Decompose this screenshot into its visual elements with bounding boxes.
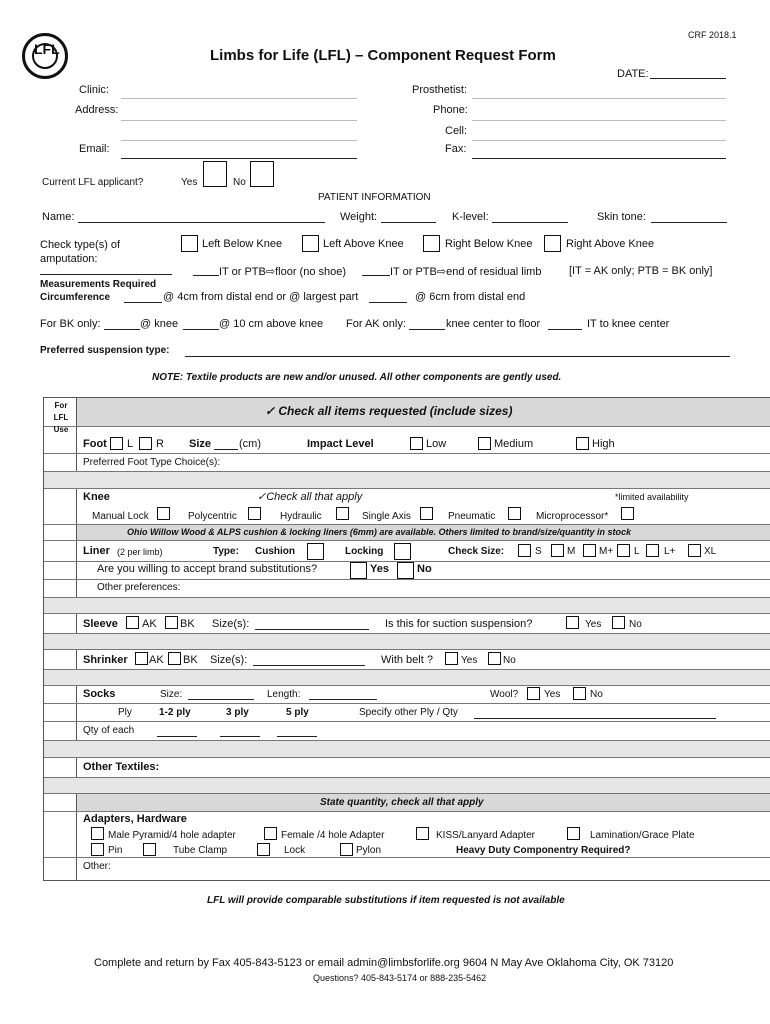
lock-checkbox[interactable] xyxy=(257,843,270,856)
pylon-label: Pylon xyxy=(356,845,382,856)
it-floor-field[interactable] xyxy=(193,275,219,276)
right-below-knee-label: Right Below Knee xyxy=(445,238,533,250)
return-instructions: Complete and return by Fax 405-843-5123 or email admin@limbsforlife.org 9604 N May Ave Oklahoma City, OK 73120 xyxy=(94,957,674,969)
knee-pneumatic-label: Pneumatic xyxy=(448,511,496,522)
belt-no-label: No xyxy=(503,655,516,666)
suction-yes-label: Yes xyxy=(585,619,602,630)
circ-4cm-field[interactable] xyxy=(124,302,162,303)
applicant-yes-label: Yes xyxy=(181,177,198,188)
socks-size-field[interactable] xyxy=(188,699,254,700)
impact-medium-label: Medium xyxy=(494,438,534,450)
shrinker-label: Shrinker xyxy=(83,654,128,666)
amputation-label: Check type(s) of amputation: xyxy=(40,239,121,265)
knee-manual-lock-checkbox[interactable] xyxy=(157,507,170,520)
belt-question: With belt ? xyxy=(381,654,433,666)
page-title: Limbs for Life (LFL) – Component Request Form xyxy=(210,47,556,64)
suspension-label: Preferred suspension type: xyxy=(40,345,170,356)
shrinker-ak-label: AK xyxy=(149,654,164,666)
shrinker-size-label: Size(s): xyxy=(210,654,248,666)
knee-single-axis-label: Single Axis xyxy=(362,511,411,522)
clinic-field[interactable] xyxy=(121,98,357,99)
date-label: DATE: xyxy=(617,68,649,80)
liner-size-xl-checkbox[interactable] xyxy=(688,544,701,557)
spacer-row xyxy=(44,669,770,685)
liner-size-s-label: S xyxy=(535,546,542,557)
address-field-2[interactable] xyxy=(121,140,357,141)
impact-label: Impact Level xyxy=(307,438,374,450)
impact-medium-checkbox[interactable] xyxy=(478,437,491,450)
substitution-footer: LFL will provide comparable substitutions if item requested is not available xyxy=(207,895,565,906)
tube-clamp-label: Tube Clamp xyxy=(173,845,228,856)
adapters-label: Adapters, Hardware xyxy=(83,813,187,825)
prosthetist-field[interactable] xyxy=(472,98,726,99)
knee-polycentric-label: Polycentric xyxy=(188,511,237,522)
socks-size-label: Size: xyxy=(160,689,183,700)
qty-1-2-field[interactable] xyxy=(157,736,197,737)
right-above-knee-checkbox[interactable] xyxy=(544,235,561,252)
kiss-lanyard-label: KISS/Lanyard Adapter xyxy=(436,830,535,841)
it-end-field[interactable] xyxy=(362,275,390,276)
ak-only-label: For AK only: xyxy=(346,318,406,330)
spacer-row xyxy=(44,633,770,649)
fax-label: Fax: xyxy=(445,143,467,155)
shrinker-bk-label: BK xyxy=(183,654,198,666)
wool-label: Wool? xyxy=(490,689,519,700)
liner-size-l-checkbox[interactable] xyxy=(617,544,630,557)
circ-4cm-label: @ 4cm from distal end or @ largest part xyxy=(163,291,359,303)
date-field[interactable] xyxy=(650,78,726,79)
lamination-label: Lamination/Grace Plate xyxy=(590,830,695,841)
ohio-note: Ohio Willow Wood & ALPS cushion & locking liners (6mm) are available. Others limited to brand/size/quantity in stock xyxy=(127,527,631,537)
form-code: CRF 2018.1 xyxy=(688,30,737,40)
other-textiles-label: Other Textiles: xyxy=(83,761,160,773)
qty-5-field[interactable] xyxy=(277,736,317,737)
sleeve-label: Sleeve xyxy=(83,618,118,630)
left-above-knee-label: Left Above Knee xyxy=(323,238,404,250)
applicant-no-label: No xyxy=(233,177,246,188)
lfl-use-label: For LFL Use xyxy=(53,401,69,434)
liner-locking-label: Locking xyxy=(345,546,384,557)
circ-6cm-field[interactable] xyxy=(369,302,407,303)
lfl-logo: LFL xyxy=(22,33,68,79)
liner-locking-checkbox[interactable] xyxy=(394,543,411,560)
specify-ply-label: Specify other Ply / Qty xyxy=(359,707,458,718)
bk-10cm-label: @ 10 cm above knee xyxy=(219,318,324,330)
table-header: ✓ Check all items requested (include sizes) xyxy=(265,404,513,418)
liner-size-l-label: L xyxy=(634,546,640,557)
impact-low-checkbox[interactable] xyxy=(410,437,423,450)
klevel-label: K-level: xyxy=(452,211,489,223)
measurements-heading: Measurements Required xyxy=(40,279,157,290)
it-note: [IT = AK only; PTB = BK only] xyxy=(569,265,713,277)
email-field[interactable] xyxy=(121,158,357,159)
foot-size-label: Size xyxy=(189,438,212,450)
liner-size-xl-label: XL xyxy=(704,546,717,557)
knee-hydraulic-label: Hydraulic xyxy=(280,511,322,522)
knee-pneumatic-checkbox[interactable] xyxy=(508,507,521,520)
address-label: Address: xyxy=(75,104,119,116)
socks-length-label: Length: xyxy=(267,689,301,700)
skin-tone-label: Skin tone: xyxy=(597,211,646,223)
note-text: NOTE: Textile products are new and/or unused. All other components are gently used. xyxy=(152,372,562,383)
pin-checkbox[interactable] xyxy=(91,843,104,856)
pylon-checkbox[interactable] xyxy=(340,843,353,856)
specify-ply-field[interactable] xyxy=(474,718,716,719)
spacer-row xyxy=(44,777,770,793)
patient-info-heading: PATIENT INFORMATION xyxy=(318,192,431,203)
left-below-knee-label: Left Below Knee xyxy=(202,238,283,250)
knee-polycentric-checkbox[interactable] xyxy=(248,507,261,520)
ak-it-label: IT to knee center xyxy=(587,318,670,330)
liner-per-limb: (2 per limb) xyxy=(117,547,163,557)
ply-label: Ply xyxy=(118,707,132,718)
ak-floor-label: knee center to floor xyxy=(446,318,541,330)
weight-label: Weight: xyxy=(340,211,378,223)
knee-manual-lock-label: Manual Lock xyxy=(92,511,149,522)
amputation-field[interactable] xyxy=(40,274,172,275)
questions-contact: Questions? 405-843-5174 or 888-235-5462 xyxy=(313,973,487,983)
bk-knee-label: @ knee xyxy=(140,318,179,330)
liner-label: Liner xyxy=(83,545,110,557)
impact-high-checkbox[interactable] xyxy=(576,437,589,450)
it-floor-label: IT or PTB⇨floor (no shoe) xyxy=(219,266,347,278)
spacer-row xyxy=(44,597,770,613)
knee-label: Knee xyxy=(83,491,110,503)
weight-field[interactable] xyxy=(381,222,436,223)
knee-limited: *limited availability xyxy=(615,492,689,502)
fax-field[interactable] xyxy=(472,158,726,159)
liner-size-mplus-label: M+ xyxy=(599,546,614,557)
applicant-label: Current LFL applicant? xyxy=(42,177,144,188)
phone-label: Phone: xyxy=(433,104,468,116)
klevel-field[interactable] xyxy=(492,222,568,223)
impact-high-label: High xyxy=(592,438,615,450)
liner-size-m-label: M xyxy=(567,546,576,557)
foot-l-checkbox[interactable] xyxy=(110,437,123,450)
suction-no-checkbox[interactable] xyxy=(612,616,625,629)
left-above-knee-checkbox[interactable] xyxy=(302,235,319,252)
foot-r-checkbox[interactable] xyxy=(139,437,152,450)
liner-size-lplus-checkbox[interactable] xyxy=(646,544,659,557)
skin-tone-field[interactable] xyxy=(651,222,727,223)
ply-3: 3 ply xyxy=(226,707,249,718)
applicant-no-checkbox[interactable] xyxy=(250,161,274,187)
foot-r-label: R xyxy=(156,438,164,450)
qty-3-field[interactable] xyxy=(220,736,260,737)
state-qty-label: State quantity, check all that apply xyxy=(320,797,484,808)
belt-no-checkbox[interactable] xyxy=(488,652,501,665)
lock-label: Lock xyxy=(284,845,306,856)
male-pyramid-label: Male Pyramid/4 hole adapter xyxy=(108,830,236,841)
knee-microprocessor-label: Microprocessor* xyxy=(536,511,609,522)
other-label: Other: xyxy=(83,861,111,872)
female-adapter-checkbox[interactable] xyxy=(264,827,277,840)
email-label: Email: xyxy=(79,143,110,155)
impact-low-label: Low xyxy=(426,438,447,450)
foot-size-field[interactable] xyxy=(214,449,238,450)
suction-question: Is this for suction suspension? xyxy=(385,618,533,630)
cell-label: Cell: xyxy=(445,125,468,137)
liner-cushion-label: Cushion xyxy=(255,546,295,557)
liner-type-label: Type: xyxy=(213,546,239,557)
knee-single-axis-checkbox[interactable] xyxy=(420,507,433,520)
ak-it-field[interactable] xyxy=(548,329,582,330)
suction-yes-checkbox[interactable] xyxy=(566,616,579,629)
substitution-yes-checkbox[interactable] xyxy=(350,562,367,579)
right-below-knee-checkbox[interactable] xyxy=(423,235,440,252)
spacer-row xyxy=(44,740,770,757)
circumference-label: Circumference xyxy=(40,292,111,303)
applicant-yes-checkbox[interactable] xyxy=(203,161,227,187)
shrinker-bk-checkbox[interactable] xyxy=(168,652,181,665)
belt-yes-checkbox[interactable] xyxy=(445,652,458,665)
socks-length-field[interactable] xyxy=(309,699,377,700)
knee-check-all: ✓Check all that apply xyxy=(257,491,363,503)
heavy-duty-question: Heavy Duty Componentry Required? xyxy=(456,845,631,856)
knee-microprocessor-checkbox[interactable] xyxy=(621,507,634,520)
bk-knee-field[interactable] xyxy=(104,329,140,330)
name-field[interactable] xyxy=(78,222,325,223)
lamination-checkbox[interactable] xyxy=(567,827,580,840)
phone-field[interactable] xyxy=(472,120,726,121)
kiss-lanyard-checkbox[interactable] xyxy=(416,827,429,840)
substitution-question: Are you willing to accept brand substitutions? xyxy=(97,563,318,575)
left-below-knee-checkbox[interactable] xyxy=(181,235,198,252)
sleeve-ak-label: AK xyxy=(142,618,157,630)
right-above-knee-label: Right Above Knee xyxy=(566,238,655,250)
female-adapter-label: Female /4 hole Adapter xyxy=(281,830,385,841)
tube-clamp-checkbox[interactable] xyxy=(143,843,156,856)
wool-yes-checkbox[interactable] xyxy=(527,687,540,700)
suction-no-label: No xyxy=(629,619,642,630)
sleeve-size-field[interactable] xyxy=(255,629,369,630)
substitution-no-checkbox[interactable] xyxy=(397,562,414,579)
knee-hydraulic-checkbox[interactable] xyxy=(336,507,349,520)
it-end-label: IT or PTB⇨end of residual limb xyxy=(390,266,542,278)
liner-size-s-checkbox[interactable] xyxy=(518,544,531,557)
shrinker-ak-checkbox[interactable] xyxy=(135,652,148,665)
name-label: Name: xyxy=(42,211,75,223)
liner-cushion-checkbox[interactable] xyxy=(307,543,324,560)
address-field[interactable] xyxy=(121,120,357,121)
cell-field[interactable] xyxy=(472,140,726,141)
liner-size-lplus-label: L+ xyxy=(664,546,676,557)
qty-each-label: Qty of each xyxy=(83,725,135,736)
suspension-field[interactable] xyxy=(185,356,730,357)
wool-no-checkbox[interactable] xyxy=(573,687,586,700)
liner-size-mplus-checkbox[interactable] xyxy=(583,544,596,557)
foot-cm-label: (cm) xyxy=(239,438,261,450)
sleeve-bk-label: BK xyxy=(180,618,195,630)
foot-label: Foot xyxy=(83,438,107,450)
bk-10cm-field[interactable] xyxy=(183,329,219,330)
foot-pref-label: Preferred Foot Type Choice(s): xyxy=(83,457,221,468)
substitution-no-label: No xyxy=(417,563,432,575)
wool-yes-label: Yes xyxy=(544,689,561,700)
ply-1-2: 1-2 ply xyxy=(159,707,191,718)
shrinker-size-field[interactable] xyxy=(253,665,365,666)
foot-l-label: L xyxy=(127,438,134,450)
bk-only-label: For BK only: xyxy=(40,318,101,330)
wool-no-label: No xyxy=(590,689,603,700)
circ-6cm-label: @ 6cm from distal end xyxy=(415,291,526,303)
liner-check-size-label: Check Size: xyxy=(448,546,505,557)
ak-floor-field[interactable] xyxy=(409,329,445,330)
liner-size-m-checkbox[interactable] xyxy=(551,544,564,557)
other-preferences-label: Other preferences: xyxy=(97,582,181,593)
sleeve-ak-checkbox[interactable] xyxy=(126,616,139,629)
spacer-row xyxy=(44,471,770,488)
clinic-label: Clinic: xyxy=(79,84,109,96)
pin-label: Pin xyxy=(108,845,123,856)
socks-label: Socks xyxy=(83,688,116,700)
belt-yes-label: Yes xyxy=(461,655,478,666)
sleeve-size-label: Size(s): xyxy=(212,618,250,630)
substitution-yes-label: Yes xyxy=(370,563,389,575)
sleeve-bk-checkbox[interactable] xyxy=(165,616,178,629)
male-pyramid-checkbox[interactable] xyxy=(91,827,104,840)
prosthetist-label: Prosthetist: xyxy=(412,84,468,96)
ply-5: 5 ply xyxy=(286,707,309,718)
